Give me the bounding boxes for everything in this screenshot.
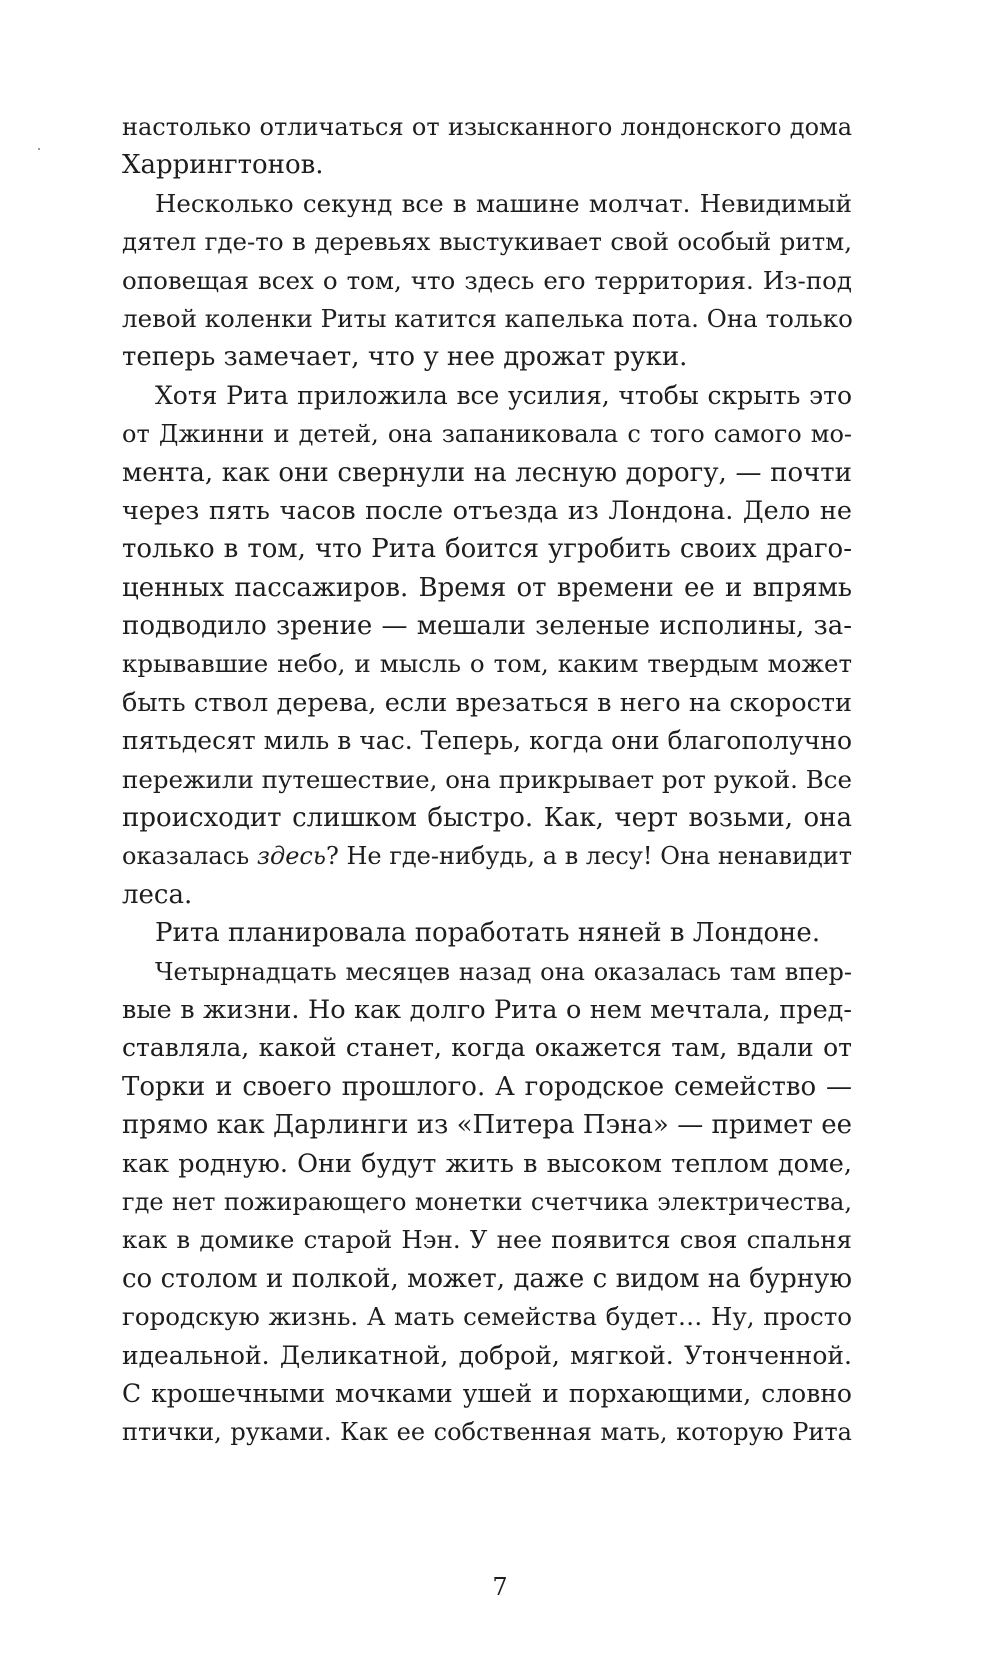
italic-word: здесь <box>256 842 326 871</box>
text-line-with-italic <box>122 837 852 875</box>
text-fragment: ? Не где-нибудь, а в лесу! Она ненавидит <box>325 842 852 871</box>
text-line: городскую жизнь. А мать семейства будет… Ну, просто <box>122 1302 852 1332</box>
text-line: Харрингтонов. <box>122 150 324 181</box>
text-line: дятел где-то в деревьях выстукивает свой особый ритм, <box>122 227 852 257</box>
text-line: быть ствол дерева, если врезаться в него на скорости <box>122 687 852 718</box>
text-fragment: оказалась <box>122 842 257 871</box>
paragraph-start: Хотя Рита приложила все усилия, чтобы скрыть это <box>155 380 852 410</box>
text-line: мента, как они свернули на лесную дорогу, — почти <box>122 457 852 488</box>
text-line: где нет пожирающего монетки счетчика электричества, <box>122 1187 852 1216</box>
text-line: происходит слишком быстро. Как, черт возьми, она <box>122 803 852 834</box>
text-line: идеальной. Деликатной, доброй, мягкой. Утонченной. <box>122 1340 852 1370</box>
text-line: как в домике старой Нэн. У нее появится своя спальня <box>122 1225 852 1255</box>
page-body <box>122 108 852 1452</box>
text-line: только в том, что Рита боится угробить своих драго- <box>122 534 852 565</box>
text-line: левой коленки Риты катится капелька пота. Она только <box>122 303 853 333</box>
text-line: леса. <box>122 879 193 910</box>
text-line: крывавшие небо, и мысль о том, каким твердым может <box>122 649 852 679</box>
text-line: настолько отличаться от изысканного лондонского дома <box>122 113 852 141</box>
text-line: пятьдесят миль в час. Теперь, когда они благополучно <box>122 726 852 756</box>
text-line: как родную. Они будут жить в высоком теплом доме, <box>122 1148 852 1179</box>
paragraph-start: Несколько секунд все в машине молчат. Невидимый <box>155 188 852 218</box>
text-line: оповещая всех о том, что здесь его территория. Из-под <box>122 265 852 295</box>
text-line: теперь замечает, что у нее дрожат руки. <box>122 342 688 373</box>
text-line: прямо как Дарлинги из «Питера Пэна» — примет ее <box>122 1110 852 1141</box>
page-number: 7 <box>492 1573 508 1601</box>
text-line: ставляла, какой станет, когда окажется там, вдали от <box>122 1033 852 1063</box>
paragraph-start: Рита планировала поработать няней в Лондоне. <box>155 918 821 949</box>
text-line: через пять часов после отъезда из Лондона. Дело не <box>122 495 852 526</box>
text-line: от Джинни и детей, она запаниковала с того самого мо- <box>122 420 852 449</box>
text-line: подводило зрение — мешали зеленые исполины, за- <box>122 611 852 642</box>
text-line: вые в жизни. Но как долго Рита о нем мечтала, пред- <box>122 994 852 1025</box>
paragraph-start: Четырнадцать месяцев назад она оказалась там впер- <box>155 957 852 986</box>
text-line: птички, руками. Как ее собственная мать, которую Рита <box>122 1418 852 1447</box>
scan-speck <box>38 148 40 150</box>
text-line: С крошечными мочками ушей и порхающими, словно <box>122 1378 852 1408</box>
text-line: ценных пассажиров. Время от времени ее и впрямь <box>122 572 852 603</box>
text-line: Торки и своего прошлого. А городское семейство — <box>122 1071 852 1102</box>
text-line: со столом и полкой, может, даже с видом на бурную <box>122 1263 852 1294</box>
text-line: пережили путешествие, она прикрывает рот рукой. Все <box>122 764 852 794</box>
